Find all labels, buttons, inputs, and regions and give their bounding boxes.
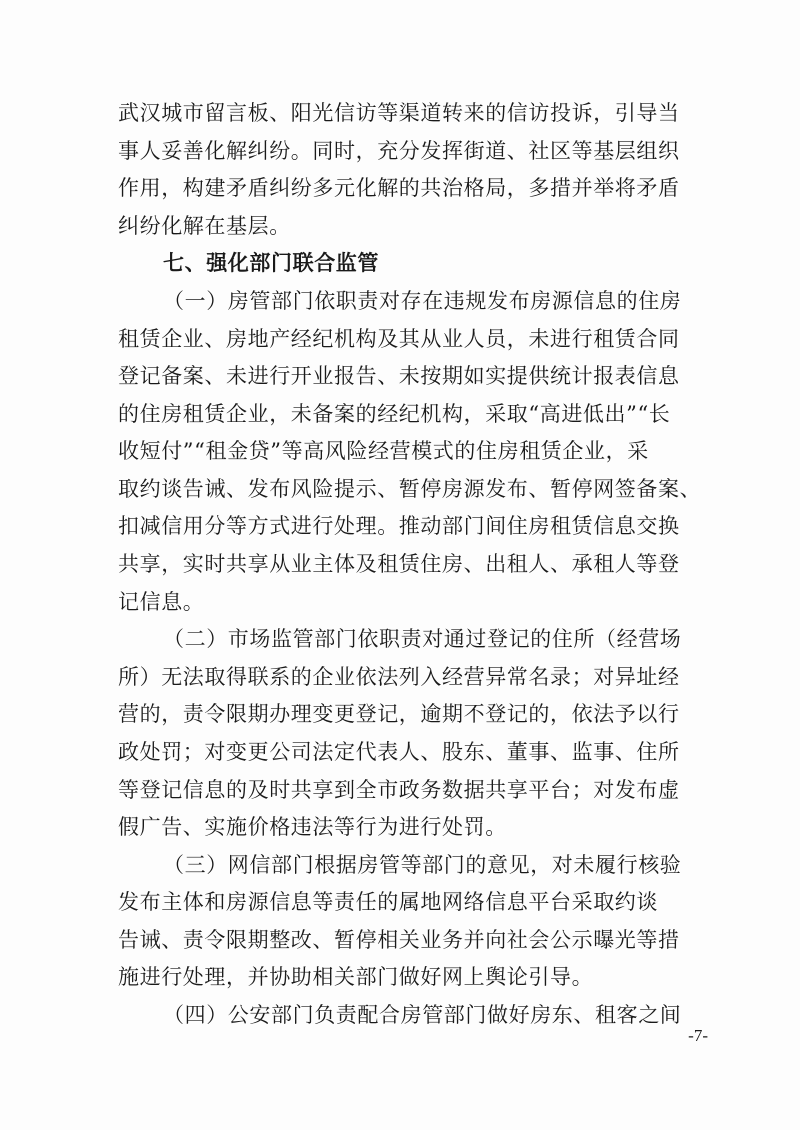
body-text-line: 假广告、实施价格违法等行为进行处罚。 [118,815,507,839]
body-text-line: 的住房租赁企业，未备案的经纪机构，采取“高进低出”“长 [118,402,671,426]
body-text-line: 共享，实时共享从业主体及租赁住房、出租人、承租人等登 [118,552,680,576]
body-text-line: 记信息。 [118,590,205,614]
body-text-line: 政处罚；对变更公司法定代表人、股东、董事、监事、住所 [118,740,680,764]
body-text-line: 事人妥善化解纠纷。同时，充分发挥街道、社区等基层组织 [118,139,680,163]
body-text-line: 租赁企业、房地产经纪机构及其从业人员，未进行租赁合同 [118,327,680,351]
body-text-line: （二）市场监管部门依职责对通过登记的住所（经营场 [163,627,682,651]
body-text-line: 武汉城市留言板、阳光信访等渠道转来的信访投诉，引导当 [118,101,680,125]
body-text-line: 取约谈告诫、发布风险提示、暂停房源发布、暂停网签备案、 [118,477,702,501]
body-text-line: 告诫、责令限期整改、暂停相关业务并向社会公示曝光等措 [118,928,680,952]
body-text-line: （一）房管部门依职责对存在违规发布房源信息的住房 [163,289,682,313]
body-text-line: 等登记信息的及时共享到全市政务数据共享平台；对发布虚 [118,778,680,802]
body-text-line: 发布主体和房源信息等责任的属地网络信息平台采取约谈 [118,890,658,914]
body-text-line: （三）网信部门根据房管等部门的意见，对未履行核验 [163,853,682,877]
body-text-line: （四）公安部门负责配合房管部门做好房东、租客之间 [163,1003,682,1027]
body-text-line: 所）无法取得联系的企业依法列入经营异常名录；对异址经 [118,665,680,689]
body-text-line: 扣减信用分等方式进行处理。推动部门间住房租赁信息交换 [118,514,680,538]
body-text-line: 纠纷化解在基层。 [118,214,291,238]
section-heading: 七、强化部门联合监管 [163,251,379,275]
page-number: -7- [688,1026,708,1045]
body-text-line: 施进行处理，并协助相关部门做好网上舆论引导。 [118,965,594,989]
body-text-line: 登记备案、未进行开业报告、未按期如实提供统计报表信息 [118,364,680,388]
body-text-line: 营的，责令限期办理变更登记，逾期不登记的，依法予以行 [118,702,680,726]
body-text-line: 收短付”“租金贷”等高风险经营模式的住房租赁企业，采 [118,439,649,463]
body-text-line: 作用，构建矛盾纠纷多元化解的共治格局，多措并举将矛盾 [118,176,680,200]
